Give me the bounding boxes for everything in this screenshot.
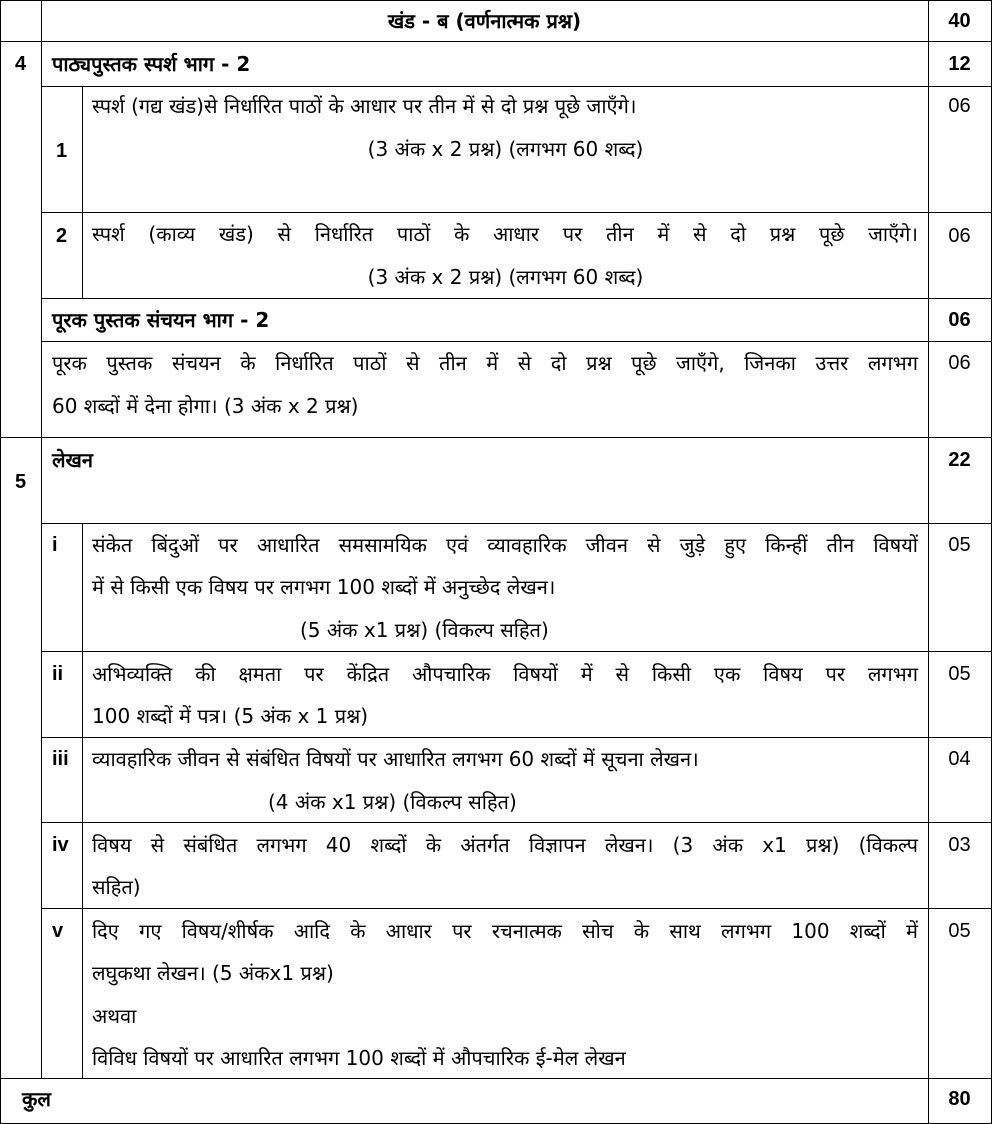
total-marks: 80 [948, 1088, 971, 1110]
sub-question-alternative: विविध विषयों पर आधारित लगभग 100 शब्दों में औपचारिक ई-मेल लेखन [92, 1046, 626, 1070]
sub-question-label: v [52, 920, 64, 942]
sub-question-text-cont: लघुकथा लेखन। (5 अंकx1 प्रश्न) [92, 961, 334, 985]
sub-question-label: ii [52, 663, 64, 685]
sub-question-label: iii [52, 748, 69, 770]
sub-question-marking: (5 अंक x1 प्रश्न) (विकल्प सहित) [300, 618, 549, 642]
sub-question-label: iv [52, 834, 69, 856]
supplementary-question-marks: 06 [948, 352, 971, 374]
sub-question-marks: 05 [948, 663, 971, 685]
question-5-title: लेखन [52, 448, 94, 472]
sub-question-text-cont: में से किसी एक विषय पर लगभग 100 शब्दों में अनुच्छेद लेखन। [92, 575, 556, 599]
sub-question-marking: (3 अंक x 2 प्रश्न) (लगभग 60 शब्द) [367, 265, 644, 289]
sub-question-text-cont: सहित) [92, 875, 141, 899]
sub-question-label: 1 [55, 140, 68, 162]
sub-question-marking: (3 अंक x 2 प्रश्न) (लगभग 60 शब्द) [367, 137, 644, 161]
supplementary-book-marks: 06 [948, 309, 971, 331]
supplementary-question-text-cont: 60 शब्दों में देना होगा। (3 अंक x 2 प्रश्न) [52, 394, 359, 418]
question-4-number: 4 [14, 53, 27, 75]
sub-question-text: दिए गए विषय/शीर्षक आदि के आधार पर रचनात्मक सोच के साथ लगभग 100 शब्दों में [92, 919, 918, 943]
sub-question-marks: 06 [948, 225, 971, 247]
section-b-marks: 40 [948, 10, 971, 32]
sub-question-text: स्पर्श (गद्य खंड)से निर्धारित पाठों के आधार पर तीन में से दो प्रश्न पूछे जाएँगे। [92, 94, 637, 118]
sub-question-label: i [52, 534, 58, 556]
sub-question-marks: 05 [948, 920, 971, 942]
or-separator: अथवा [92, 1004, 137, 1028]
total-label: कुल [22, 1087, 51, 1111]
sub-question-marks: 06 [948, 95, 971, 117]
supplementary-book-title: पूरक पुस्तक संचयन भाग - 2 [52, 308, 270, 332]
question-4-marks: 12 [948, 53, 971, 75]
sub-question-marking: (4 अंक x1 प्रश्न) (विकल्प सहित) [268, 790, 517, 814]
question-5-number: 5 [14, 471, 27, 493]
sub-question-text: संकेत बिंदुओं पर आधारित समसामयिक एवं व्यावहारिक जीवन से जुड़े हुए किन्हीं तीन विषयों [92, 533, 918, 557]
sub-question-marks: 03 [948, 834, 971, 856]
sub-question-text: स्पर्श (काव्य खंड) से निर्धारित पाठों के आधार पर तीन में से दो प्रश्न पूछे जाएँगे। [92, 222, 918, 246]
sub-question-text: व्यावहारिक जीवन से संबंधित विषयों पर आधारित लगभग 60 शब्दों में सूचना लेखन। [92, 747, 699, 771]
question-5-marks: 22 [948, 449, 971, 471]
sub-question-text: अभिव्यक्ति की क्षमता पर केंद्रित औपचारिक विषयों में से किसी एक विषय पर लगभग [92, 662, 918, 686]
section-b-title: खंड - ब (वर्णनात्मक प्रश्न) [387, 9, 582, 33]
sub-question-marks: 04 [948, 748, 971, 770]
question-4-title: पाठ्यपुस्तक स्पर्श भाग - 2 [52, 52, 251, 76]
supplementary-question-text: पूरक पुस्तक संचयन के निर्धारित पाठों से तीन में से दो प्रश्न पूछे जाएँगे, जिनका उत्तर लगभग [52, 351, 918, 375]
sub-question-text: विषय से संबंधित लगभग 40 शब्दों के अंतर्गत विज्ञापन लेखन। (3 अंक x1 प्रश्न) (विकल्प [92, 833, 918, 857]
sub-question-label: 2 [55, 225, 68, 247]
sub-question-text-cont: 100 शब्दों में पत्र। (5 अंक x 1 प्रश्न) [92, 704, 369, 728]
sub-question-marks: 05 [948, 534, 971, 556]
